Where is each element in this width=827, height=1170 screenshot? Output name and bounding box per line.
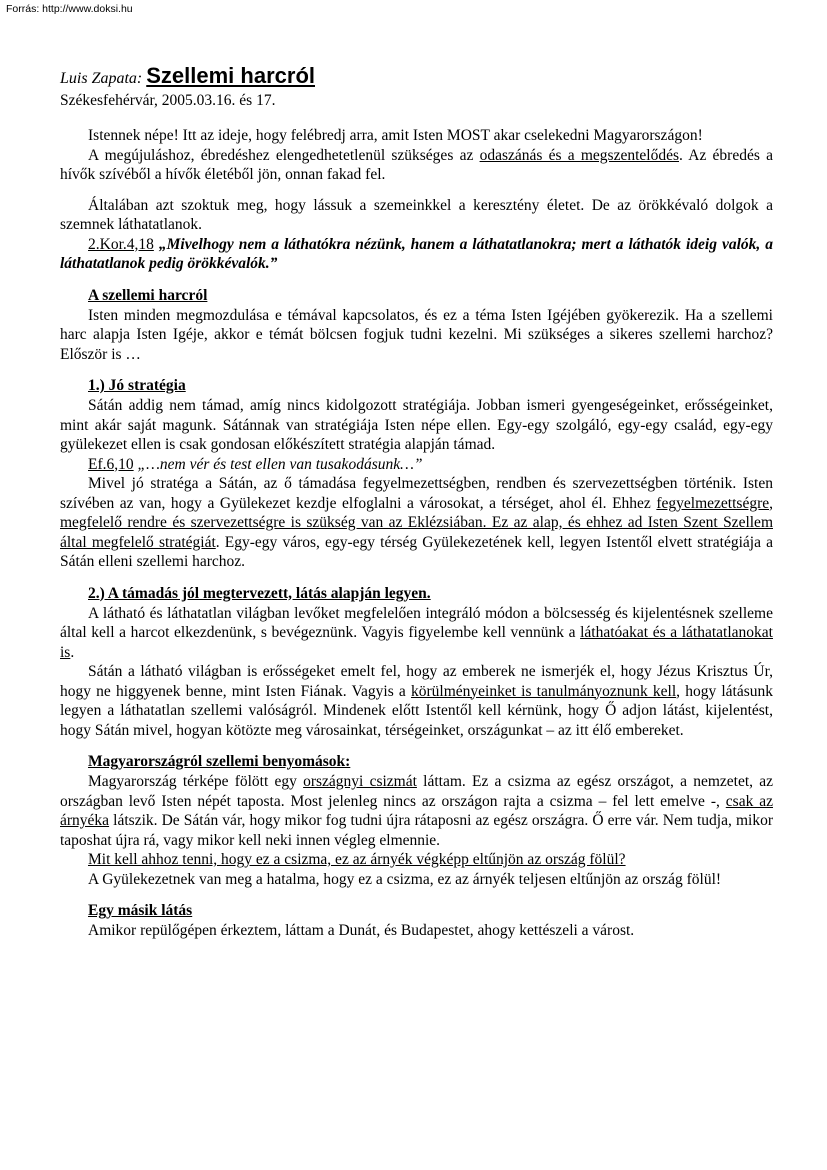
section-heading-masik-latas: Egy másik látás bbox=[88, 902, 193, 919]
bible-reference: 2.Kor.4,18 bbox=[88, 235, 154, 253]
section-1-paragraph-1: Isten minden megmozdulása e témával kapcsolatos, és ez a téma Isten Igéjében gyökerezik. Ha a szellemi harc alapja Isten Igéje, akkor e témát bölcsen fogjuk tudni kezelni. Mi szükséges a sikeres szellemi harchoz? Először is … bbox=[60, 306, 773, 363]
text-run: . bbox=[70, 643, 75, 661]
underlined-text: körülményeinket is tanulmányoznunk kell bbox=[410, 682, 677, 700]
author: Luis Zapata: bbox=[60, 70, 143, 87]
section-3-paragraph-2 bbox=[60, 662, 773, 740]
section-4-paragraph-1 bbox=[60, 772, 773, 850]
intro-paragraph-1: Istennek népe! Itt az ideje, hogy felébredj arra, amit Isten MOST akar cselekedni Magyarországon! bbox=[88, 127, 703, 144]
section-4-question bbox=[60, 850, 773, 870]
underlined-text: láthatóakat és a láthatatlanokat is bbox=[60, 624, 773, 661]
text-run: , hogy látásunk legyen a láthatatlan szellemi valóságról. Mindenek előtt Istentől kell kérnünk, hogy Ő adjon látást, kijelentést, hogy Sátán mivel, hogyan kötözte meg városainkat, térségeinket, országunkat – az itt élő embereket. bbox=[60, 682, 774, 739]
text-run: . Egy-egy város, egy-egy térség Gyülekezetének kell, legyen Istentől elvett stratégiája a Sátán elleni szellemi harchoz. bbox=[60, 533, 773, 570]
text-run: láttam. Ez a csizma az egész országot, a nemzetet, az országban levő Isten népét taposta. Most jelenleg nincs az országon rajta a csizma – fel lett emelve -, bbox=[60, 773, 774, 810]
quote-text: „…nem vér és test ellen van tusakodásunk…” bbox=[133, 455, 423, 473]
document-date: Székesfehérvár, 2005.03.16. és 17. bbox=[60, 92, 276, 109]
text-run: . Az ébredés a hívők szívéből a hívők életéből jön, onnan fakad fel. bbox=[60, 146, 773, 183]
bible-quote-2 bbox=[60, 455, 773, 475]
source-url: Forrás: http://www.doksi.hu bbox=[6, 3, 133, 15]
section-heading-magyarorszag: Magyarországról szellemi benyomások: bbox=[88, 753, 351, 770]
bible-reference: Ef.6,10 bbox=[88, 455, 134, 473]
text-run: Mivel jó stratéga a Sátán, az ő támadása fegyelmezettségben, rendben és szervezettségben történik. Isten szívében az van, hogy a Gyülekezet kezdje elfoglalni a városokat, a térséget, ahol él. Ehhez bbox=[60, 475, 773, 512]
underlined-text: csak az árnyéka bbox=[60, 792, 773, 829]
text-run: Magyarország térképe fölött egy bbox=[88, 773, 304, 790]
section-2-paragraph-2 bbox=[60, 474, 773, 572]
document-header bbox=[60, 64, 773, 91]
intro-paragraph-2 bbox=[60, 146, 773, 185]
underlined-text: odaszánás és a megszentelődés bbox=[479, 146, 679, 164]
text-run: A látható és láthatatlan világban levőket megfelelően integráló módon a bölcsesség és kijelentésnek szelleme által kell a harcot elkezdenünk, s bevégeznünk. Vagyis figyelembe kell vennünk a bbox=[60, 604, 773, 641]
section-3-paragraph-1 bbox=[60, 604, 773, 663]
underlined-text: fegyelmezettségre, megfelelő rendre és szervezettségre is szükség van az Eklézsiában. Ez az alap, és ehhez ad Isten Szent Szellem által megfelelő stratégiát bbox=[60, 494, 773, 551]
section-heading-szellemi-harc: A szellemi harcról bbox=[88, 286, 208, 304]
intro-paragraph-3: Általában azt szoktuk meg, hogy lássuk a szemeinkkel a keresztény életet. De az örökkévaló dolgok a szemnek láthatatlanok. bbox=[60, 196, 773, 233]
section-2-paragraph-1: Sátán addig nem támad, amíg nincs kidolgozott stratégiája. Jobban ismeri gyengeségeinket, erősségeinket, mint akár saját magunk. Sátánnak van stratégiája Isten népe ellen. Egy-egy szolgáló, egy-egy család, egy-egy gyülekezet ellen is csak gondosan előkészített stratégia alapján támad. bbox=[60, 397, 773, 453]
section-5-paragraph-1: Amikor repülőgépen érkeztem, láttam a Dunát, és Budapestet, ahogy kettészeli a várost. bbox=[88, 922, 635, 939]
text-run: Sátán a látható világban is erősségeket emelt fel, hogy az emberek ne ismerjék el, hogy Jézus Krisztus Úr, hogy ne higgyenek benne, mint Isten Fiának. Vagyis a bbox=[60, 663, 773, 700]
section-heading-tamadas: 2.) A támadás jól megtervezett, látás alapján legyen. bbox=[88, 584, 431, 602]
text-run: A megújuláshoz, ébredéshez elengedhetetlenül szükséges az bbox=[88, 146, 480, 164]
bible-quote-1 bbox=[60, 235, 773, 274]
document-title: Szellemi harcról bbox=[146, 63, 315, 88]
quote-text: „Mivelhogy nem a láthatókra nézünk, hanem a láthatatlanokra; mert a láthatók ideig valók, a láthatatlanok pedig örökkévalók.” bbox=[60, 235, 773, 272]
section-4-paragraph-3: A Gyülekezetnek van meg a hatalma, hogy ez a csizma, ez az árnyék teljesen eltűnjön az ország fölül! bbox=[88, 870, 722, 888]
underlined-text: Mit kell ahhoz tenni, hogy ez a csizma, ez az árnyék végképp eltűnjön az ország fölül? bbox=[88, 851, 626, 868]
document-page bbox=[60, 64, 773, 941]
section-heading-jo-strategia: 1.) Jó stratégia bbox=[88, 377, 186, 394]
text-run: látszik. De Sátán vár, hogy mikor fog tudni újra rátaposni az egész országra. Ő erre vár. Nem tudja, mikor taposhat újra rá, vagy mikor kell neki innen végleg elmennie. bbox=[60, 812, 773, 849]
underlined-text: országnyi csizmát bbox=[303, 773, 417, 790]
